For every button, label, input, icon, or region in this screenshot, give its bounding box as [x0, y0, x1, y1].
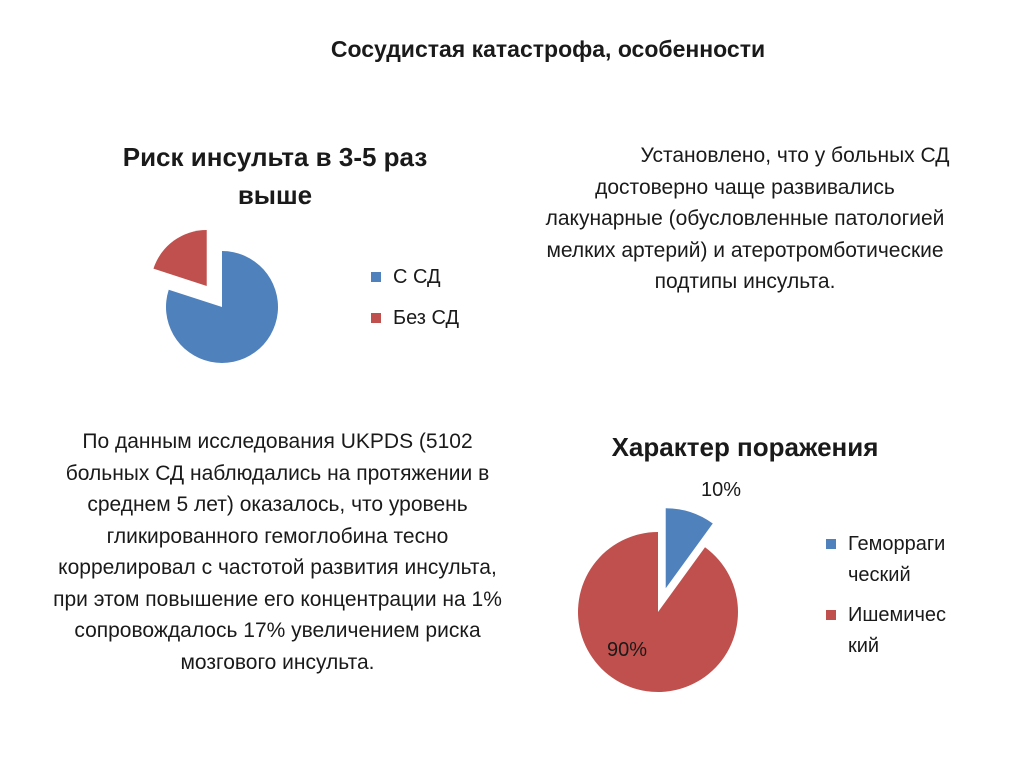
chart2-legend-swatch-blue: [826, 539, 836, 549]
pie-data-label: 10%: [701, 479, 742, 501]
chart1-title: Риск инсульта в 3-5 раз выше: [122, 142, 428, 210]
chart2-legend-item: [826, 529, 976, 591]
chart2-legend-label: Ишемичес кий: [848, 604, 947, 657]
chart2-legend-label: Геморраги ческий: [848, 533, 946, 586]
pie-data-label: 90%: [607, 639, 648, 661]
chart2-legend-item: [826, 600, 976, 662]
chart2-title: Характер поражения: [611, 432, 879, 462]
slide-title: Сосудистая катастрофа, особенности: [330, 36, 766, 62]
pie-slice-red: [578, 532, 738, 692]
chart2-legend-swatch-red: [826, 610, 836, 620]
paragraph-right: Установлено, что у больных СД достоверно чаще развивались лакунарные (обусловленные патологией мелких артерий) и атеротромботические подтипы инсульта.: [545, 144, 950, 293]
chart1-legend-label: С СД: [393, 266, 441, 288]
chart1-legend-label: Без СД: [393, 307, 460, 329]
paragraph-left: По данным исследования UKPDS (5102 больных СД наблюдались на протяжении в среднем 5 лет) оказалось, что уровень гликированного гемоглобина тесно коррелировал с частотой развития инсульта, при этом повышение его концентрации на 1% сопровождалось 17% увеличением риска мозгового инсульта.: [53, 430, 502, 674]
